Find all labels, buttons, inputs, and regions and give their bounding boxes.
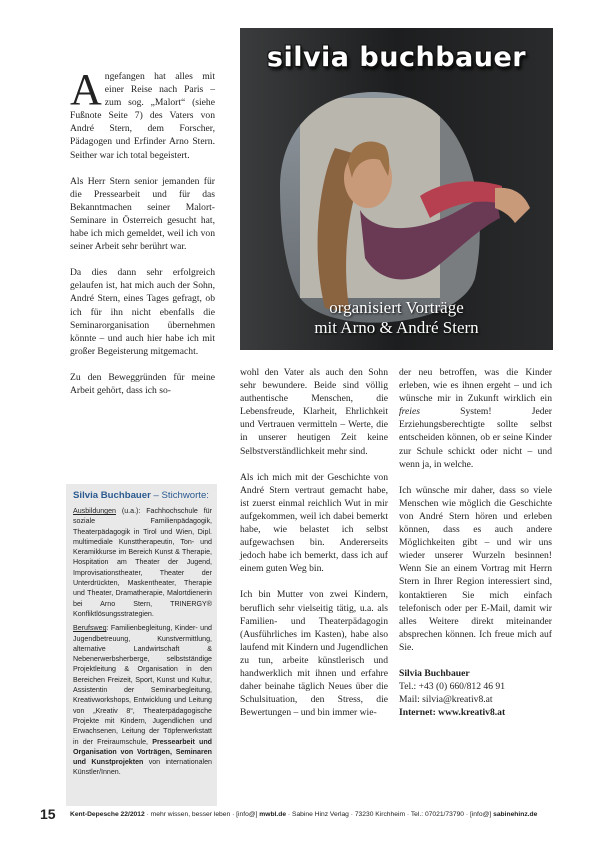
paragraph: wohl den Vater als auch den Sohn sehr bewundere. Beide sind völlig authentische Menschen, die Lebensfreude, Klarheit, Ehrlichkeit und Vertrauen vermitteln – Werte, die in unserer heutigen Zeit keine Selbstverständlichkeit mehr sind.	[240, 367, 388, 457]
paragraph: Zu den Beweggründen für meine Arbeit gehört, dass ich so-	[70, 371, 215, 396]
drop-cap: A	[70, 65, 102, 114]
contact-phone[interactable]: Tel.: +43 (0) 660/812 46 91	[399, 680, 505, 692]
photo-caption-line2: mit Arno & André Stern	[314, 318, 479, 337]
paragraph: Als Herr Stern senior jemanden für die Pressearbeit und für das Bekanntmachen seiner Malort-Seminare in Österreich gesucht hat, habe ich mich gemeldet, weil ich von seiner Arbeit sehr berührt war.	[70, 175, 215, 253]
portrait-photo	[240, 28, 553, 350]
paragraph: Ich bin Mutter von zwei Kindern, beruflich sehr vielseitig tätig, u.a. als Familien- und Theaterpädagogin (Ausführliches im Kasten), habe also laufend mit Kindern und Jugendlichen zu tun, arbeite künstlerisch und handwerklich mit ihnen und erfahre daher beinahe täglich Neues über die Schulsituation, den Stress, die Bewertungen – und bin immer wie-	[240, 589, 388, 719]
footer-text: · Sabine Hinz Verlag · 73230 Kirchheim · Tel.: 07021/73790 · [info@]	[286, 811, 494, 818]
paragraph-text: der neu betroffen, was die Kinder erleben, wie es ihnen ergeht – und ich wünsche mir in Zukunft wirklich ein	[399, 367, 552, 405]
footer-link-sabinehinz[interactable]: sabinehinz.de	[493, 811, 538, 818]
contact-name: Silvia Buchbauer	[399, 667, 470, 679]
contact-website[interactable]: Internet: www.kreativ8.at	[399, 706, 506, 718]
ausbildungen-label: Ausbildungen	[73, 507, 116, 515]
photo-caption	[240, 298, 553, 338]
berufsweg-bold: Pressearbeit und Organisation von Vorträgen, Seminaren und Kunstprojekten	[73, 737, 213, 767]
info-box-heading-rest: – Stichworte:	[150, 490, 209, 501]
info-box-ausbildungen	[73, 506, 212, 619]
article-column-2	[240, 366, 388, 732]
info-box-berufsweg	[73, 623, 212, 777]
berufsweg-text: : Familienbegleitung, Kinder- und Jugendbetreuung, Kunstvermittlung, alternative Landwirtschaft & Nebenerwerbsherberge, selbstständige Projektleitung & Organisation in den Bereichen Freizeit, Sport, Kunst und Kultur, Assistentin der Seminarbegleitung, Kreativworkshops, Entwicklung und Leitung von „Kreativ 8“, Theaterpädagogische Projekte mit Kindern, Jugendlichen und Erwachsenen, Leitung der Töpferwerkstatt in der Freiraumschule,	[73, 624, 212, 746]
footer-link-mwbl[interactable]: mwbl.de	[259, 811, 287, 818]
contact-email[interactable]: Mail: silvia@kreativ8.at	[399, 693, 493, 705]
article-column-3	[399, 366, 552, 719]
paragraph: Ich wünsche mir daher, dass so viele Menschen wie möglich die Geschichte von André Stern hören und erleben können, dass es auch andere Möglichkeiten gibt – und wir uns wieder unserer Wurzeln besinnen! Wenn Sie an einem Vortrag mit Herrn Stern in Ihrer Region interessiert sind, kontaktieren Sie mich einfach telefonisch oder per E-Mail, damit wir alles Weitere direkt miteinander absprechen können. Ich freue mich auf Sie.	[399, 484, 552, 653]
paragraph-text: ngefangen hat alles mit einer Reise nach Paris – zum sog. „Malort“ (siehe Fußnote Seite 7) des Vaters von André Stern, dem Forscher, Pädagogen und Erfinder Arno Stern. Seither war ich total begeistert.	[70, 71, 215, 161]
photo-title: silvia buchbauer	[266, 42, 527, 73]
article-column-1	[70, 65, 215, 410]
info-box-heading	[73, 490, 211, 502]
info-box-body	[73, 506, 212, 778]
info-box-name: Silvia Buchbauer	[73, 490, 151, 501]
berufsweg-end: von internationalen Künstler/Innen.	[73, 758, 212, 777]
paragraph	[70, 65, 215, 162]
paragraph	[399, 366, 552, 471]
emphasis-freies: freies	[399, 406, 420, 418]
footer-publication: Kent-Depesche 22/2012	[70, 811, 145, 818]
photo-caption-line1: organisiert Vorträge	[329, 298, 464, 317]
page-number: 15	[40, 806, 56, 822]
footer-line	[70, 811, 537, 818]
info-box	[66, 484, 217, 806]
page-footer	[40, 806, 560, 824]
ausbildungen-text: (u.a.): Fachhochschule für soziale Familienpädagogik, Theaterpädagogik in Tirol und Wien, Dipl. multimediale Kunsttherapeutin, Ton- und Keramikkurse im Bereich Kunst & Therapie, Hospitation am Theater der Jugend, Improvisationstheater, Theater der Unterdrückten, Maskentheater, Therapie und Theater, Dramatherapie, Malortdienerin bei Arno Stern, TRINERGY® Konfliktlösungsstrategien.	[73, 507, 212, 618]
contact-block	[399, 667, 552, 719]
paragraph: Als ich mich mit der Geschichte von André Stern vertraut gemacht habe, ist zuerst einmal reichlich Wut in mir aufgekommen, weil ich dabei bemerkt habe, wie belastet ich selbst aufgewachsen bin. Andererseits jedoch habe ich bemerkt, dass ich auf einem guten Weg bin.	[240, 471, 388, 575]
paragraph: Da dies dann sehr erfolgreich gelaufen ist, hat mich auch der Sohn, André Stern, eines Tages gefragt, ob ich für ihn nicht ebenfalls die Seminarorganisation übernehmen könnte – und auch hier habe ich mit großer Begeisterung mitgemacht.	[70, 267, 215, 357]
footer-text: · mehr wissen, besser leben · [info@]	[144, 811, 260, 818]
berufsweg-label: Berufsweg	[73, 624, 107, 633]
paragraph-text: System! Jeder Erziehungsberechtigte sollte selbst entscheiden können, ob er seine Kinder zur Schule schickt oder nicht – und wenn ja, in welche.	[399, 406, 552, 470]
